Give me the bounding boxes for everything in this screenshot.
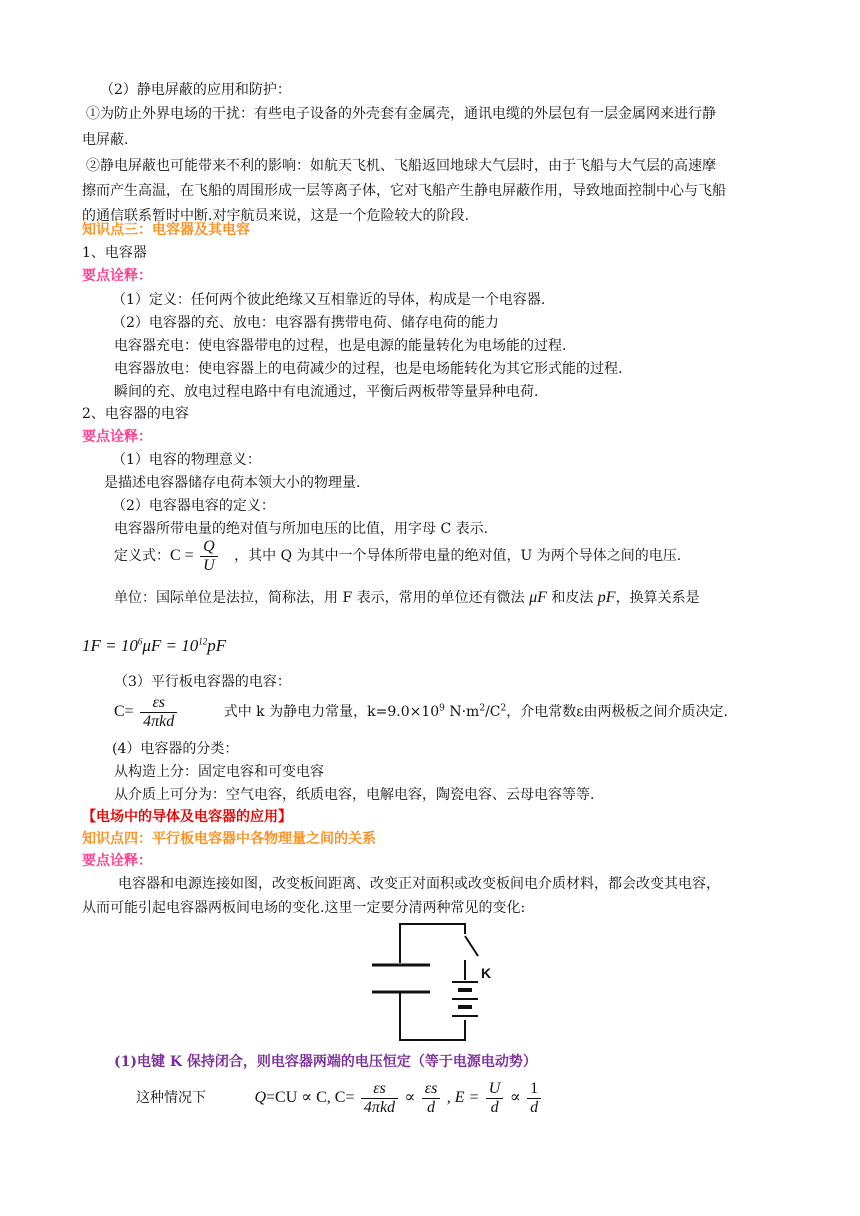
paragraph: 电屏蔽. xyxy=(82,132,129,148)
classification-structure: 从构造上分：固定电容和可变电容 xyxy=(114,764,324,780)
classification-medium: 从介质上可分为：空气电容，纸质电容，电解电容，陶瓷电容、云母电容等等. xyxy=(114,787,595,803)
unit-line: 单位：国际单位是法拉，简称法，用 F 表示，常用的单位还有微法 μF 和皮法 pF，换算关系是 xyxy=(114,589,700,606)
section-2-title: （2）静电屏蔽的应用和防护： xyxy=(100,82,291,98)
fraction: $\frac{1}{d}$ xyxy=(527,1080,541,1117)
case-1-formula: 这种情况下 Q=CU ∝ C, C= $\frac{\varepsilon s}{\text{4πkd}}$ ∝ $\frac{\varepsilon s}{d}$ , E = $\frac{U}{d}$ ∝ $\frac{1}{d}$ xyxy=(136,1076,543,1120)
charge-discharge-line: （2）电容器的充、放电：电容器有携带电荷、储存电荷的能力 xyxy=(112,315,499,331)
physical-meaning-title: （1）电容的物理意义： xyxy=(112,452,261,468)
case-1-heading: (1)电键 K 保持闭合，则电容器两端的电压恒定（等于电源电动势） xyxy=(114,1054,537,1070)
fraction-q-over-u: $\frac{Q}{U}$ xyxy=(200,538,218,575)
definition-line: （1）定义：任何两个彼此绝缘又互相靠近的导体，构成是一个电容器. xyxy=(112,292,546,308)
parallel-plate-title: （3）平行板电容器的电容： xyxy=(114,674,291,690)
unit-conversion: $1F = 10^6\mu F = 10^{12}pF$ xyxy=(82,636,227,655)
fraction: $\frac{\varepsilon s}{d}$ xyxy=(422,1080,441,1117)
physical-meaning-text: 是描述电容器储存电荷本领大小的物理量. xyxy=(104,475,361,491)
paragraph: ①为防止外界电场的干扰：有些电子设备的外壳套有金属壳，通讯电缆的外层包有一层金属网来进行静 xyxy=(86,106,716,122)
key-points-label: 要点诠释： xyxy=(82,853,152,869)
paragraph: 从而可能引起电容器两板间电场的变化.这里一定要分清两种常见的变化: xyxy=(82,900,526,916)
fraction: $\frac{U}{d}$ xyxy=(486,1080,504,1117)
fraction: $\frac{\varepsilon s}{\text{4πkd}}$ xyxy=(361,1080,398,1117)
paragraph: ②静电屏蔽也可能带来不利的影响：如航天飞机、飞船返回地球大气层时，由于飞船与大气层的高速摩 xyxy=(86,158,716,174)
key-points-label: 要点诠释： xyxy=(82,268,152,284)
key-points-label: 要点诠释： xyxy=(82,429,152,445)
paragraph: 的通信联系暂时中断.对宇航员来说，这是一个危险较大的阶段. xyxy=(82,208,469,224)
definition-formula: 定义式：C = $\frac{Q}{U}$ ，其中 Q 为其中一个导体所带电量的绝对值，U 为两个导体之间的电压. xyxy=(114,537,682,574)
paragraph: 电容器和电源连接如图，改变板间距离、改变正对面积或改变板间电介质材料，都会改变其电容， xyxy=(118,876,720,892)
paragraph: 擦而产生高温，在飞船的周围形成一层等离子体，它对飞船产生静电屏蔽作用，导致地面控制中心与飞船 xyxy=(82,183,726,199)
definition-title: （2）电容器电容的定义： xyxy=(112,498,275,514)
section-bracket-heading: 【电场中的导体及电容器的应用】 xyxy=(82,809,292,825)
knowledge-point-4-heading: 知识点四：平行板电容器中各物理量之间的关系 xyxy=(82,831,376,847)
heading-capacitor: 1、电容器 xyxy=(82,245,147,261)
knowledge-point-3-heading: 知识点三：电容器及其电容 xyxy=(82,222,250,238)
discharging-line: 电容器放电：使电容器上的电荷减少的过程，也是电场能转化为其它形式能的过程. xyxy=(114,361,623,377)
charging-line: 电容器充电：使电容器带电的过程，也是电源的能量转化为电场能的过程. xyxy=(114,338,567,354)
heading-capacitance: 2、电容器的电容 xyxy=(82,406,189,422)
instant-current-line: 瞬间的充、放电过程电路中有电流通过，平衡后两板带等量异种电荷. xyxy=(114,384,539,400)
battery-icon xyxy=(452,982,478,1016)
fraction-eps-s-over-4pikd: $\frac{\varepsilon s}{\text{4πkd}}$ xyxy=(140,694,177,731)
switch-label-k: K xyxy=(481,965,492,981)
parallel-plate-formula: C= $\frac{\varepsilon s}{\text{4πkd}}$ 式中 k 为静电力常量，$k=9.0\times 10^9$ $N\cdot m^2/C^2$，介电常数ε由两极板之间介质决定. xyxy=(114,693,728,730)
classification-title: (4）电容器的分类： xyxy=(112,741,239,757)
capacitor-circuit-diagram xyxy=(360,918,510,1048)
definition-text: 电容器所带电量的绝对值与所加电压的比值，用字母 C 表示. xyxy=(114,521,489,537)
